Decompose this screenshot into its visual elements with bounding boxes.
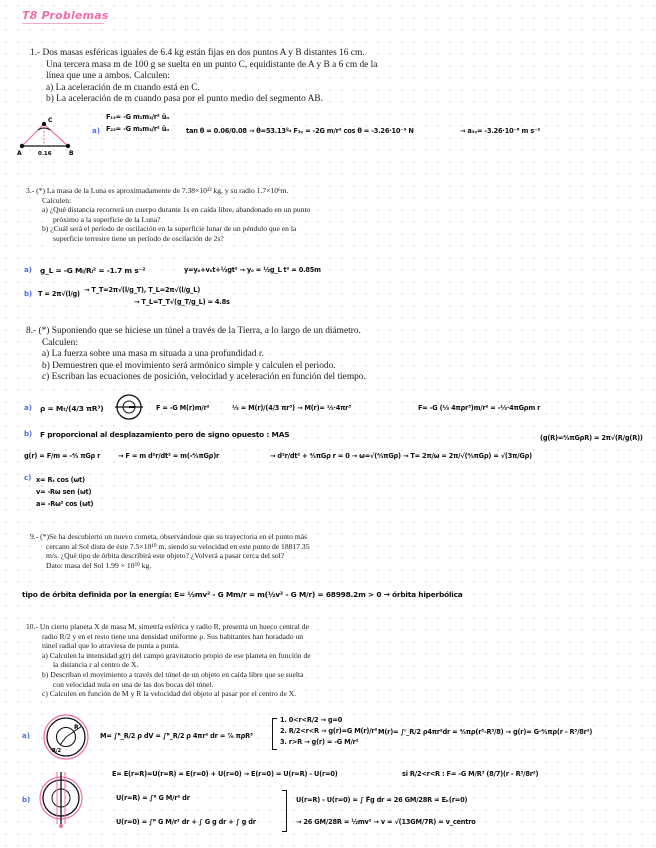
handwritten-eq: → T_L=T_T√(g_T/g_L) = 4.8s bbox=[134, 298, 230, 306]
handwritten-eq: x= Rₜ cos (ωt) bbox=[36, 476, 85, 484]
handwritten-eq: 1. 0<r<R/2 → g=0 bbox=[280, 716, 343, 724]
earth-tunnel-figure bbox=[112, 392, 146, 422]
handwritten-eq: E= E(r=R)=U(r=R) = E(r=0) + U(r=0) → E(r=0) = U(r=R) - U(r=0) bbox=[112, 770, 338, 778]
part-b-marker: b) bbox=[24, 430, 33, 438]
handwritten-eq: → a₃ᵧ= -3.26·10⁻⁸ m s⁻² bbox=[460, 127, 541, 135]
problem-line: la distancia r al centro de X. bbox=[53, 660, 139, 670]
problem-10-statement bbox=[26, 622, 311, 699]
handwritten-eq: U(r=R) = ∫ᴿ G M/r² dr bbox=[116, 794, 190, 802]
handwritten-eq: U(r=R) - U(r=0) = ∫ F⃗g dr = 26 GM/28R = Eₖ(r=0) bbox=[296, 796, 468, 804]
problem-line: próximo a la superficie de la Luna? bbox=[53, 214, 161, 224]
problem-line: radio R/2 y en el resto tiene una densidad uniforme ρ. Sus habitantes han horadado un bbox=[42, 631, 304, 641]
problem-line: 3.- (*) La masa de la Luna es aproximadamente de 7.38×10²² kg, y su radio 1.7×10⁶m. bbox=[26, 186, 289, 195]
problem-line: línea que une a ambos. Calculen: bbox=[46, 71, 170, 82]
problem-line: a) ¿Qué distancia recorrerá un cuerpo durante 1s en caída libre, abandonado en un punto bbox=[42, 205, 311, 215]
handwritten-eq: 2. R/2<r<R → g(r)=G M(r)/r² bbox=[280, 727, 378, 735]
problem-line: c) Escriban las ecuaciones de posición, velocidad y aceleración en función del tiempo. bbox=[42, 372, 366, 383]
handwritten-eq: → d²r/dt² + ⁴⁄₃πGρ r = 0 → ω=√(⁴⁄₃πGρ) → T= 2π/ω = 2π/√(⁴⁄₃πGρ) = √(3π/Gρ) bbox=[270, 452, 532, 460]
handwritten-eq: F₁₃= -G m₁m₃/r² ûₙ bbox=[106, 113, 170, 121]
handwritten-eq: F₂₃= -G m₂m₃/r² ûₙ bbox=[106, 125, 170, 133]
problem-9-statement bbox=[30, 532, 310, 570]
handwritten-eq: ρ = Mₜ/(4/3 πR³) bbox=[40, 404, 104, 413]
handwritten-eq: F = -G M(r)m/r² bbox=[156, 404, 210, 412]
problem-line: a) La fuerza sobre una masa m situada a una profundidad r. bbox=[42, 349, 264, 360]
handwritten-eq: → T_T=2π√(l/g_T), T_L=2π√(l/g_L) bbox=[84, 286, 201, 294]
problem-line: 10.- Un cierto planeta X de masa M, simetría esférica y radio R, presenta un hueco central de bbox=[26, 622, 309, 631]
handwritten-eq: M(r)= ∫ʳ_R/2 ρ4πr²dr = ⁴⁄₃πρ(r³-R³/8) → g(r)= G·⁴⁄₃πρ(r - R³/8r²) bbox=[378, 728, 593, 736]
part-b-marker: b) bbox=[24, 290, 33, 298]
handwritten-eq: v= -Rω sen (ωt) bbox=[36, 488, 92, 496]
figure-label-a: A bbox=[17, 150, 22, 157]
problem-line: b) Describan el movimiento a través del túnel de un objeto en caída libre que se suelta bbox=[42, 669, 304, 679]
handwritten-eq: U(r=0) = ∫ᴿ G M/r² dr + ∫ G g dr + ∫ g dr bbox=[116, 818, 256, 826]
handwritten-eq: a= -Rω² cos (ωt) bbox=[36, 500, 94, 508]
handwritten-eq: g_L = -G Mₗ/Rₗ² = -1.7 m s⁻² bbox=[40, 266, 146, 275]
problem-line: m/s. ¿Qué tipo de órbita describirá este objeto? ¿Volverá a pasar cerca del sol? bbox=[46, 551, 285, 561]
page-title: T8 Problemas bbox=[22, 9, 109, 22]
problem-8-statement bbox=[26, 326, 366, 384]
problem-line: Dato: masa del Sol 1.99 × 10³⁰ kg. bbox=[46, 560, 152, 570]
problem-line: b) ¿Cuál será el período de oscilación en la superficie lunar de un péndulo que en la bbox=[42, 224, 297, 234]
handwritten-eq: y=y₀+v₀t+½gt² → y₀ = ½g_L t² = 0.85m bbox=[184, 266, 321, 274]
handwritten-eq: (g(R)=⁴⁄₃πGρR) = 2π√(R/g(R)) bbox=[540, 434, 643, 442]
handwritten-eq: M= ∫ᴿ_R/2 ρ dV = ∫ᴿ_R/2 ρ 4πr² dr = ⁷⁄₆ πρR³ bbox=[100, 732, 253, 740]
handwritten-eq: F= -G (⅓ 4πρr³)m/r² = -⅓·4πGρm r bbox=[418, 404, 541, 412]
problem-line: Calculen: bbox=[42, 337, 78, 348]
problem-line: túnel radial que lo atraviesa de punta a punta. bbox=[42, 641, 180, 651]
problem-1-statement bbox=[30, 48, 377, 106]
handwritten-eq: F proporcional al desplazamiento pero de signo opuesto : MAS bbox=[40, 430, 290, 439]
tunnel-planet-figure bbox=[36, 764, 86, 834]
problem-line: con velocidad nula en una de las dos bocas del túnel. bbox=[53, 679, 214, 689]
problem-line: b) Demuestren que el movimiento será armónico simple y calculen el periodo. bbox=[42, 360, 336, 371]
figure-label-r-half: R/2 bbox=[52, 748, 62, 754]
title-underline bbox=[22, 23, 104, 24]
part-b-marker: b) bbox=[22, 796, 31, 804]
handwritten-eq: si R/2<r<R : F= -G M/R³ (8/7)(r - R³/8r²) bbox=[402, 770, 539, 778]
part-a-marker: a) bbox=[22, 732, 30, 740]
hollow-planet-figure bbox=[38, 712, 94, 762]
problem-line: a) Calculen la intensidad g(r) del campo gravitatorio propio de ese planeta en función de bbox=[42, 650, 311, 660]
problem-line: b) La aceleración de m cuando pasa por el punto medio del segmento AB. bbox=[46, 94, 323, 105]
problem-line: Una tercera masa m de 100 g se suelta en un punto C, equidistante de A y B a 6 cm de la bbox=[46, 59, 378, 70]
part-a-marker: a) bbox=[92, 127, 100, 135]
figure-label-r: R bbox=[74, 724, 79, 731]
figure-label-b: B bbox=[69, 150, 74, 157]
problem-line: 8.- (*) Suponiendo que se hiciese un túnel a través de la Tierra, a lo largo de un diámetro. bbox=[26, 326, 361, 336]
handwritten-eq: 3. r>R → g(r) = -G M/r² bbox=[280, 738, 359, 746]
part-c-marker: c) bbox=[24, 474, 32, 482]
handwritten-eq: → F = m d²r/dt² = m(-⁴⁄₃πGρ)r bbox=[118, 452, 220, 460]
problem-line: 9.- (*)Se ha descubierto un nuevo cometa, observándose que su trayectoria en el punto más bbox=[30, 532, 308, 541]
handwritten-eq: T = 2π√(l/g) bbox=[38, 290, 80, 298]
problem-line: superficie terrestre tiene un período de oscilación de 2s? bbox=[53, 233, 224, 243]
handwritten-eq: ⅓ = M(r)/(4/3 πr³) → M(r)= ⅓·4πr³ bbox=[232, 404, 351, 412]
figure-label-distance: 0.16 bbox=[38, 151, 52, 157]
problem-3-statement bbox=[26, 186, 310, 244]
handwritten-eq: → 26 GM/28R = ½mv² → v = √(13GM/7R) = v_centro bbox=[296, 818, 476, 826]
figure-label-c: C bbox=[48, 117, 53, 124]
part-a-marker: a) bbox=[24, 404, 32, 412]
problem-line: c) Calculen en función de M y R la velocidad del objeto al pasar por el centro de X. bbox=[42, 689, 297, 699]
problem-line: cercano al Sol dista de éste 7.5×10¹⁰ m, siendo su velocidad en este punto de 18817.35 bbox=[46, 541, 310, 551]
problem-line: 1.- Dos masas esféricas iguales de 6.4 kg están fijas en dos puntos A y B distantes 16 cm. bbox=[30, 48, 365, 58]
cases-brace bbox=[272, 718, 277, 750]
handwritten-eq: g(r) = F/m = -⁴⁄₃ πGρ r bbox=[24, 452, 101, 460]
problem-line: Calculen: bbox=[42, 195, 72, 205]
handwritten-eq: tan θ = 0.06/0.08 → θ=53.13° bbox=[186, 127, 289, 135]
right-brace bbox=[282, 790, 287, 832]
problem-line: a) La aceleración de m cuando está en C. bbox=[46, 82, 200, 93]
handwritten-eq: tipo de órbita definida por la energía: E= ½mv² - G Mm/r = m(½v² - G M/r) = 68998.2m > 0 → órbita hiperbólica bbox=[22, 590, 463, 599]
part-a-marker: a) bbox=[24, 266, 32, 274]
problem-1-figure bbox=[14, 112, 90, 162]
handwritten-eq: → F₃ᵧ = -2G m/r² cos θ = -3.26·10⁻⁹ N bbox=[286, 127, 414, 135]
